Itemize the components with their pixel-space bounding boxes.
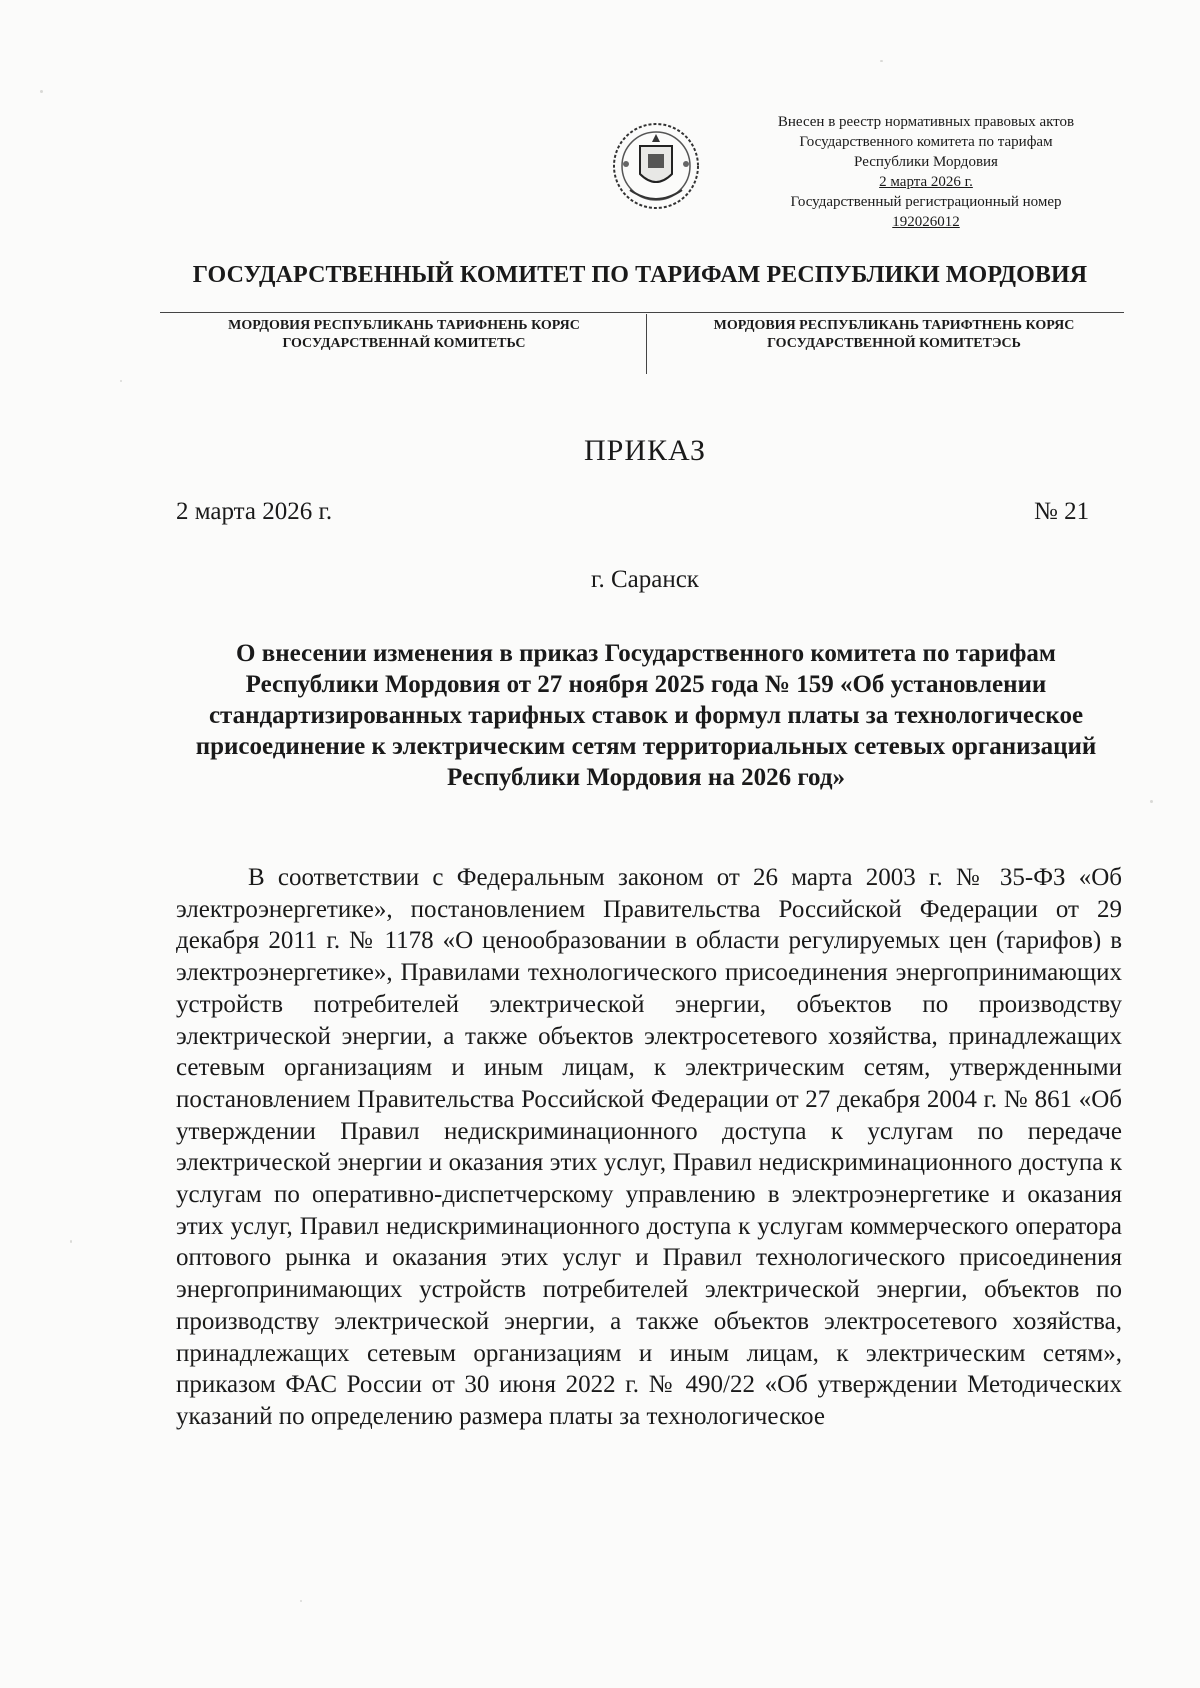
header-vertical-divider (646, 314, 647, 374)
order-title: О внесении изменения в приказ Государственного комитета по тарифам Республики Мордовия от 27 ноября 2025 года № 159 «Об установлении стандартизированных тарифных ставок и формул платы за технологическое присоединение к электрическим сетям территориальных сетевых организаций Республики Мордовия на 2026 год» (195, 640, 1097, 791)
committee-name-line: МОРДОВИЯ РЕСПУБЛИКАНЬ ТАРИФНЕНЬ КОРЯС (228, 318, 580, 333)
scan-speck (120, 380, 122, 382)
registry-line: Государственный регистрационный номер (790, 194, 1062, 210)
header-divider (160, 312, 1124, 313)
committee-heading: ГОСУДАРСТВЕННЫЙ КОМИТЕТ ПО ТАРИФАМ РЕСПУБЛИКИ МОРДОВИЯ (192, 262, 1088, 288)
coat-of-arms-icon (610, 116, 702, 216)
scan-speck (70, 1240, 72, 1243)
order-number: № 21 (1034, 498, 1090, 525)
registry-date: 2 марта 2026 г. (879, 174, 973, 190)
scan-speck (300, 1600, 302, 1602)
registry-notice (734, 112, 1118, 232)
committee-name-line: ГОСУДАРСТВЕННАЙ КОМИТЕТЬС (282, 336, 526, 351)
committee-name-moksha (170, 317, 638, 353)
document-type: ПРИКАЗ (584, 434, 706, 467)
registry-line: Внесен в реестр нормативных правовых актов (777, 114, 1075, 130)
registry-line: Республики Мордовия (854, 154, 998, 170)
scan-speck (40, 90, 43, 93)
committee-name-erzya (660, 317, 1128, 353)
registry-number: 192026012 (892, 214, 960, 230)
order-date: 2 марта 2026 г. (176, 498, 333, 525)
committee-name-line: МОРДОВИЯ РЕСПУБЛИКАНЬ ТАРИФТНЕНЬ КОРЯС (713, 318, 1075, 333)
scan-speck (880, 60, 883, 62)
order-city: г. Саранск (591, 566, 699, 593)
registry-line: Государственного комитета по тарифам (799, 134, 1053, 150)
scan-speck (1150, 800, 1153, 803)
order-body-paragraph: В соответствии с Федеральным законом от 26 марта 2003 г. № 35-ФЗ «Об электроэнергетике», постановлением Правительства Российской Федерации от 29 декабря 2011 г. № 1178 «О ценообразовании в области регулируемых цен (тарифов) в электроэнергетике», Правилами технологического присоединения энергопринимающих устройств потребителей электрической энергии, объектов по производству электрической энергии, а также объектов электросетевого хозяйства, принадлежащих сетевым организациям и иным лицам, к электрическим сетям, утвержденными постановлением Правительства Российской Федерации от 27 декабря 2004 г. № 861 «Об утверждении Правил недискриминационного доступа к услугам по передаче электрической энергии и оказания этих услуг, Правил недискриминационного доступа к услугам по оперативно-диспетчерскому управлению в электроэнергетике и оказания этих услуг, Правил недискриминационного доступа к услугам коммерческого оператора оптового рынка и оказания этих услуг и Правил технологического присоединения энергопринимающих устройств потребителей электрической энергии, объектов по производству электрической энергии, а также объектов электросетевого хозяйства, принадлежащих сетевым организациям и иным лицам, к электрическим сетям», приказом ФАС России от 30 июня 2022 г. № 490/22 «Об утверждении Методических указаний по определению размера платы за технологическое (176, 864, 1122, 1430)
committee-name-line: ГОСУДАРСТВЕННОЙ КОМИТЕТЭСЬ (767, 336, 1021, 351)
